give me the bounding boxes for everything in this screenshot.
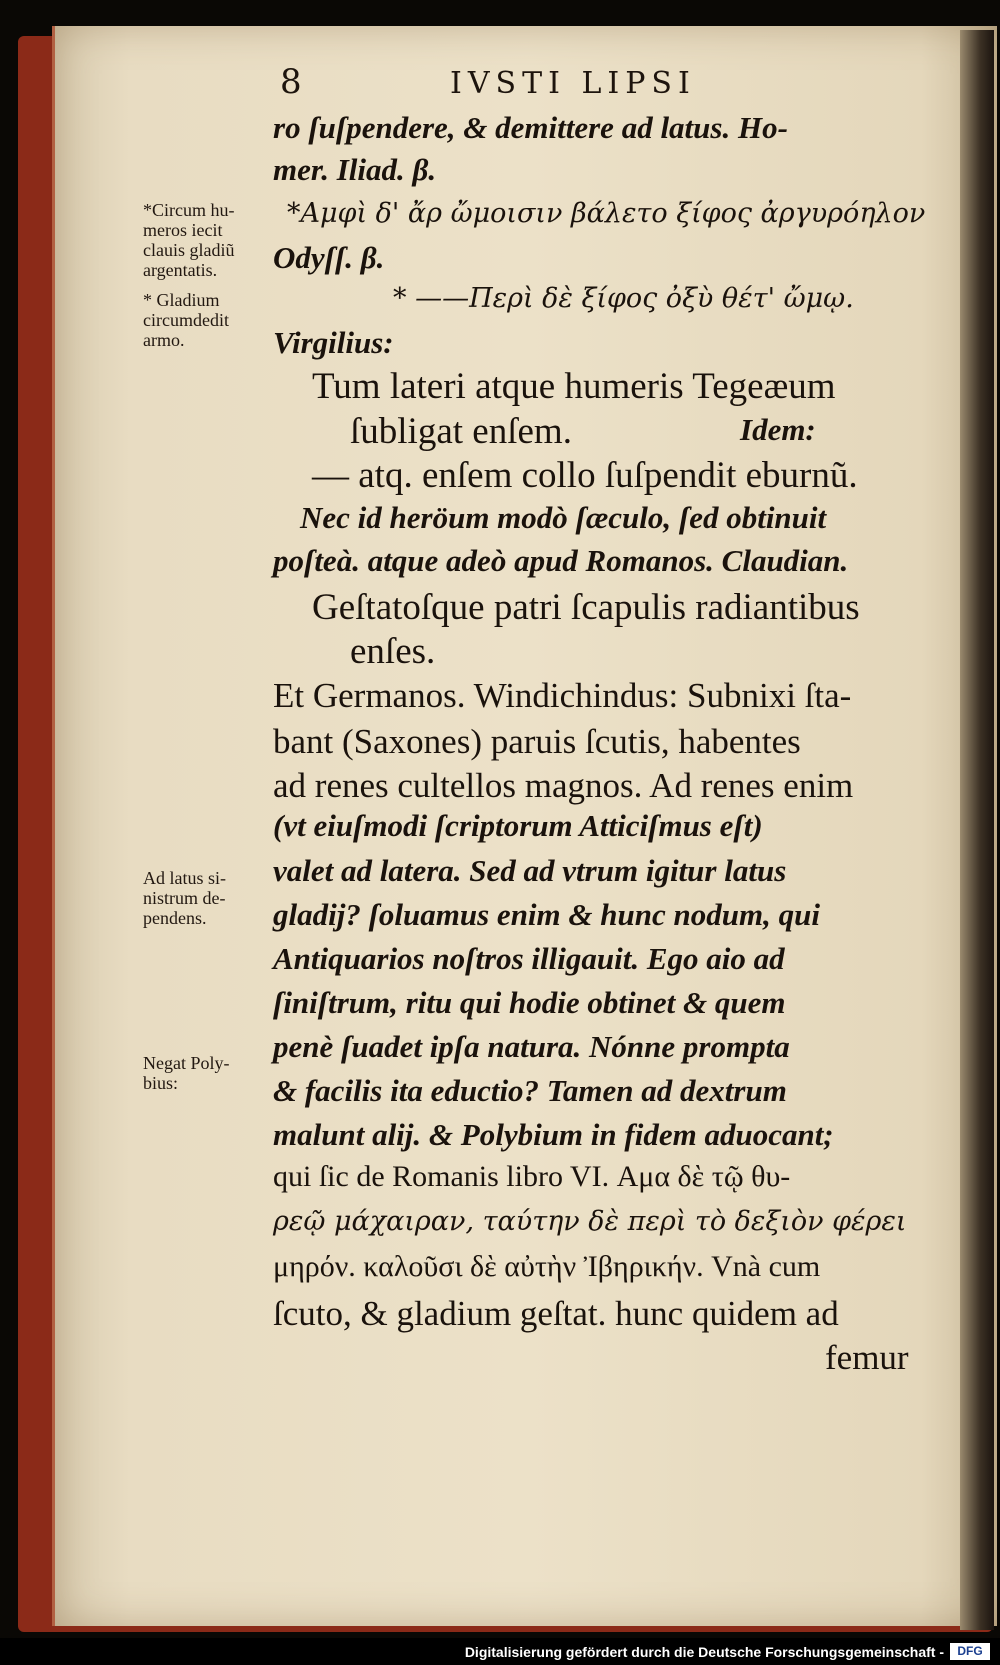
text-line: Nec id heröum modò ſæculo, ſed obtinuit: [300, 500, 827, 535]
text-line: poſteà. atque adeò apud Romanos. Claudian.: [273, 543, 849, 578]
text-line-greek: *Αμφὶ δ' ἄρ ὤμοισιν βάλετο ξίφος ἀργυρόηλον: [287, 198, 926, 229]
text-line: ſiniſtrum, ritu qui hodie obtinet & quem: [273, 985, 786, 1020]
margin-note-ad-latus: Ad latus si- nistrum de- pendens.: [143, 868, 226, 928]
text-line: ſubligat enſem.: [350, 411, 572, 452]
page-number: 8: [280, 62, 302, 102]
text-line: qui ſic de Romanis libro VI. Αμα δὲ τῷ θυ-: [273, 1160, 791, 1193]
text-line: Tum lateri atque humeris Tegeæum: [312, 366, 836, 407]
dfg-logo-icon: DFG: [950, 1643, 990, 1660]
text-line: Idem:: [740, 412, 816, 447]
text-line: bant (Saxones) paruis ſcutis, habentes: [273, 722, 801, 761]
text-line: (vt eiuſmodi ſcriptorum Atticiſmus eſt): [273, 808, 763, 843]
text-line: femur: [825, 1338, 909, 1377]
text-line: mer. Iliad. β.: [273, 152, 437, 187]
text-line: malunt alij. & Polybium in fidem aduocant;: [273, 1117, 834, 1152]
text-line: Et Germanos. Windichindus: Subnixi ſta-: [273, 676, 852, 715]
text-line: & facilis ita eductio? Tamen ad dextrum: [273, 1073, 787, 1108]
text-line: ad renes cultellos magnos. Ad renes enim: [273, 766, 854, 805]
text-line-greek: * ——Περὶ δὲ ξίφος ὀξὺ θέτ' ὤμῳ.: [393, 283, 854, 314]
text-line: penè ſuadet ipſa natura. Nónne prompta: [273, 1029, 790, 1064]
margin-note-gladium: * Gladium circumdedit armo.: [143, 290, 229, 350]
text-line: μηρόν. καλοῦσι δὲ αὐτὴν Ἰβηρικήν. Vnà cum: [273, 1250, 821, 1283]
page-header: [280, 62, 930, 106]
text-line: Antiquarios noſtros illigauit. Ego aio ad: [273, 941, 785, 976]
text-line: ſcuto, & gladium geſtat. hunc quidem ad: [273, 1294, 839, 1333]
footer-credit: Digitalisierung gefördert durch die Deutsche Forschungsgemeinschaft -: [464, 1644, 944, 1660]
page-gutter-shadow: [960, 30, 994, 1630]
text-line: gladij? ſoluamus enim & hunc nodum, qui: [273, 897, 820, 932]
text-line-greek: ρεῷ μάχαιραν, ταύτην δὲ περὶ τὸ δεξιὸν φέρει: [273, 1206, 907, 1237]
margin-note-polybius: Negat Poly- bius:: [143, 1053, 230, 1093]
margin-note-circum-humeros: *Circum hu- meros iecit clauis gladiũ argentatis.: [143, 200, 235, 280]
text-line: Odyſſ. β.: [273, 240, 385, 275]
text-line: Geſtatoſque patri ſcapulis radiantibus: [312, 587, 860, 628]
text-line: ro ſuſpendere, & demittere ad latus. Ho-: [273, 110, 788, 145]
digitization-footer: [0, 1638, 1000, 1665]
running-head: IVSTI LIPSI: [450, 66, 696, 101]
text-line: Virgilius:: [273, 325, 394, 360]
text-line: — atq. enſem collo ſuſpendit eburnũ.: [312, 455, 858, 496]
text-line: valet ad latera. Sed ad vtrum igitur latus: [273, 853, 787, 888]
text-line: enſes.: [350, 631, 436, 672]
